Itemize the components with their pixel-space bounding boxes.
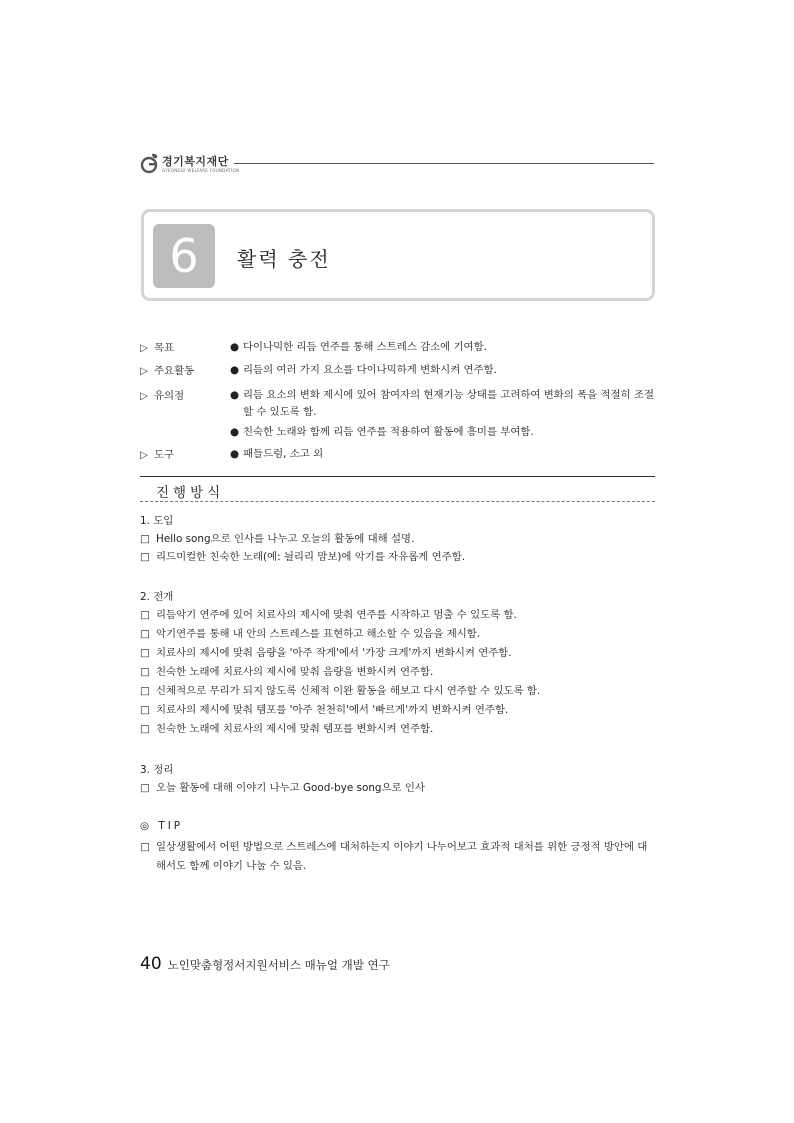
checkbox-bullet-icon: □ bbox=[140, 841, 150, 853]
section-rule bbox=[140, 476, 655, 477]
list-item: □ 리드미컬한 친숙한 노래(예: 늴리리 맘보)에 악기를 자유롭게 연주함. bbox=[140, 548, 656, 566]
header-rule bbox=[234, 163, 654, 164]
info-item: ● 패들드럼, 소고 외 bbox=[230, 446, 656, 463]
info-label: 도구 bbox=[154, 449, 175, 461]
page-header bbox=[140, 150, 654, 180]
logo-text: 경기복지재단 bbox=[162, 155, 229, 168]
page-number: 40 bbox=[140, 954, 162, 974]
triangle-bullet-icon: ▷ bbox=[140, 390, 148, 402]
chapter-number: 6 bbox=[153, 224, 215, 288]
list-item: □ 오늘 활동에 대해 이야기 나누고 Good-bye song으로 인사 bbox=[140, 779, 656, 797]
checkbox-bullet-icon: □ bbox=[140, 628, 150, 640]
checkbox-bullet-icon: □ bbox=[140, 609, 150, 621]
list-item: □ 신체적으로 무리가 되지 않도록 신체적 이완 활동을 해보고 다시 연주할 수 있도록 함. bbox=[140, 682, 656, 700]
chapter-title: 활력 충전 bbox=[237, 247, 331, 271]
checkbox-bullet-icon: □ bbox=[140, 704, 150, 716]
dot-bullet-icon: ● bbox=[230, 448, 240, 460]
info-label: 목표 bbox=[154, 342, 175, 354]
list-item: □ Hello song으로 인사를 나누고 오늘의 활동에 대해 설명. bbox=[140, 530, 656, 548]
list-item: □ 치료사의 제시에 맞춰 음량을 '아주 작게'에서 '가장 크게'까지 변화시켜 연주함. bbox=[140, 644, 656, 662]
info-label: 주요활동 bbox=[154, 365, 195, 377]
page-footer bbox=[140, 954, 390, 974]
info-item: ● 친숙한 노래와 함께 리듬 연주를 적용하여 활동에 흥미를 부여함. bbox=[230, 424, 656, 441]
checkbox-bullet-icon: □ bbox=[140, 666, 150, 678]
chapter-title-box bbox=[141, 209, 655, 301]
logo-subtext: GYEONGGI WELFARE FOUNDATION bbox=[162, 168, 240, 173]
dot-bullet-icon: ● bbox=[230, 426, 240, 438]
info-item: ● 리듬 요소의 변화 제시에 있어 참여자의 현재기능 상태를 고려하여 변화의 폭을 적절히 조절할 수 있도록 함. bbox=[230, 389, 655, 418]
dot-bullet-icon: ● bbox=[230, 364, 240, 376]
info-item: ● 리듬의 여러 가지 요소를 다이나믹하게 변화시켜 연주함. bbox=[230, 362, 656, 379]
checkbox-bullet-icon: □ bbox=[140, 551, 150, 563]
footer-title: 노인맞춤형정서지원서비스 매뉴얼 개발 연구 bbox=[167, 958, 390, 972]
list-item: □ 악기연주를 통해 내 안의 스트레스를 표현하고 해소할 수 있음을 제시함. bbox=[140, 625, 656, 643]
procedure-title: 진행방식 bbox=[156, 485, 225, 501]
list-item: □ 리듬악기 연주에 있어 치료사의 제시에 맞춰 연주를 시작하고 멈출 수 있도록 함. bbox=[140, 606, 656, 624]
list-item: □ 친숙한 노래에 치료사의 제시에 맞춰 음량을 변화시켜 연주함. bbox=[140, 663, 656, 681]
tip-item: □ 일상생활에서 어떤 방법으로 스트레스에 대처하는지 이야기 나누어보고 효과적 대처를 위한 긍정적 방안에 대해서도 함께 이야기 나눌 수 있음. bbox=[140, 838, 656, 876]
triangle-bullet-icon: ▷ bbox=[140, 365, 148, 377]
step-heading-wrapup: 3. 정리 bbox=[140, 764, 174, 776]
tip-heading: ◎ TIP bbox=[140, 820, 184, 832]
checkbox-bullet-icon: □ bbox=[140, 782, 150, 794]
step-heading-intro: 1. 도입 bbox=[140, 515, 174, 527]
checkbox-bullet-icon: □ bbox=[140, 723, 150, 735]
checkbox-bullet-icon: □ bbox=[140, 647, 150, 659]
checkbox-bullet-icon: □ bbox=[140, 533, 150, 545]
list-item: □ 친숙한 노래에 치료사의 제시에 맞춰 템포를 변화시켜 연주함. bbox=[140, 720, 656, 738]
dot-bullet-icon: ● bbox=[230, 341, 240, 353]
list-item: □ 치료사의 제시에 맞춰 템포를 '아주 천천히'에서 '빠르게'까지 변화시켜 연주함. bbox=[140, 701, 656, 719]
section-dashed-rule bbox=[140, 501, 655, 502]
info-label: 유의점 bbox=[154, 390, 185, 402]
info-item: ● 다이나믹한 리듬 연주를 통해 스트레스 감소에 기여함. bbox=[230, 339, 656, 356]
triangle-bullet-icon: ▷ bbox=[140, 449, 148, 461]
checkbox-bullet-icon: □ bbox=[140, 685, 150, 697]
step-heading-development: 2. 전개 bbox=[140, 591, 174, 603]
foundation-logo-icon bbox=[140, 152, 160, 174]
dot-bullet-icon: ● bbox=[230, 389, 240, 401]
triangle-bullet-icon: ▷ bbox=[140, 342, 148, 354]
